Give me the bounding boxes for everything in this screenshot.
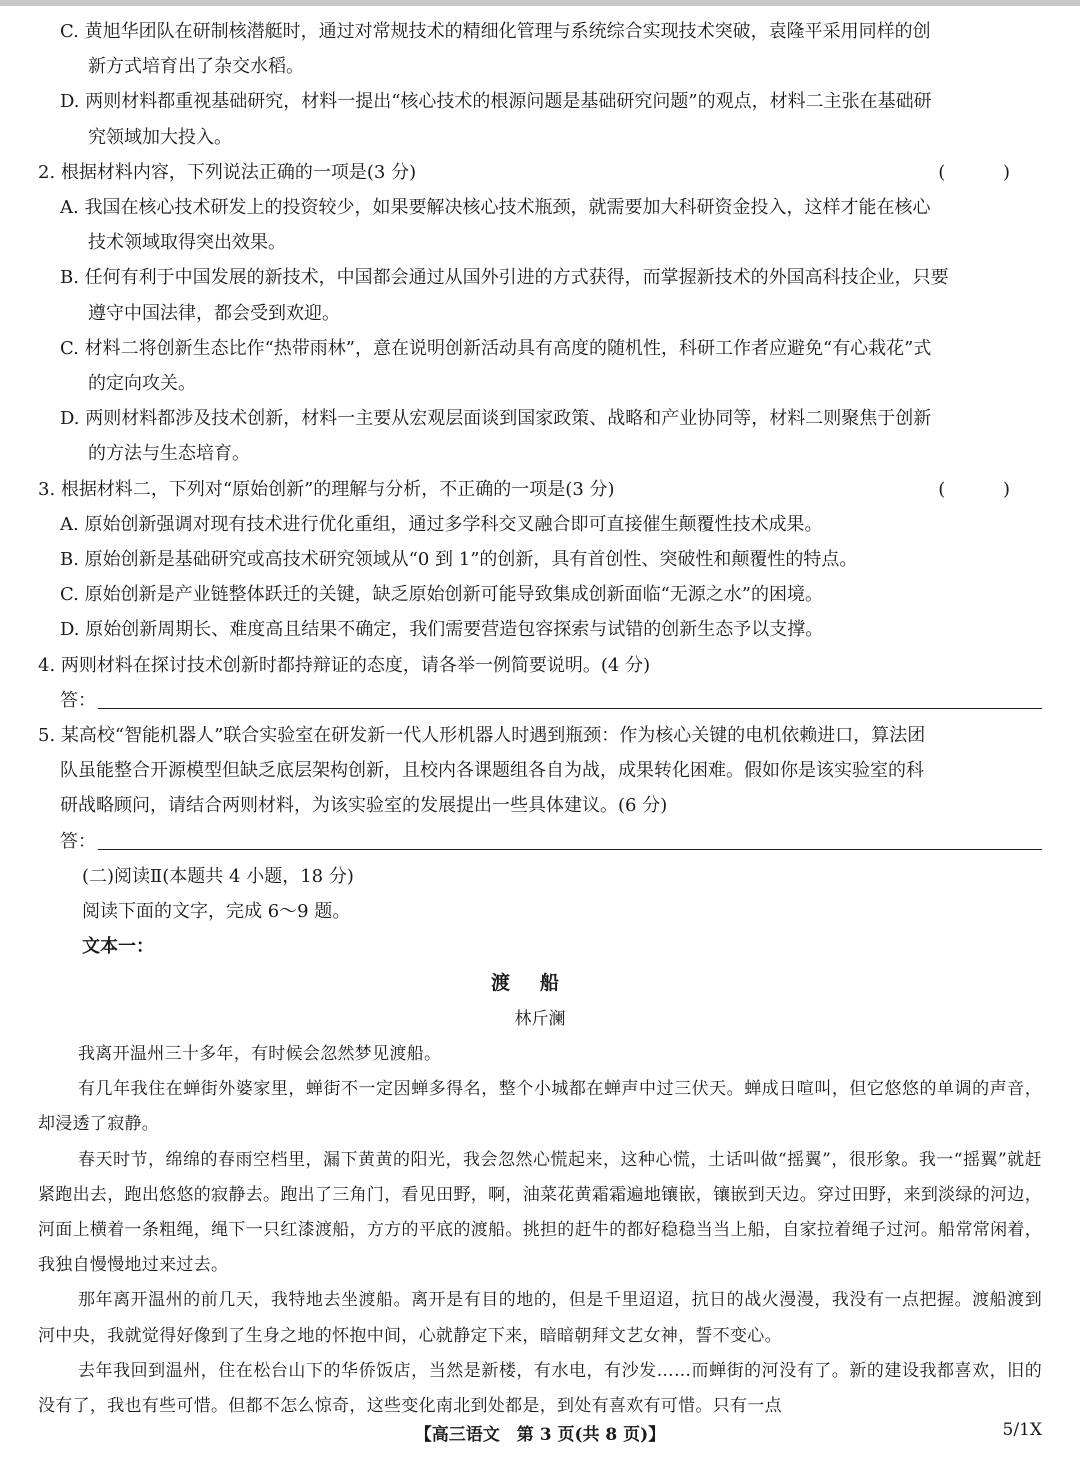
question-5-line2: 队虽能整合开源模型但缺乏底层架构创新，且校内各课题组各自为战，成果转化困难。假如你是该实验室的科 (60, 760, 924, 782)
passage-paragraph-1: 我离开温州三十多年，有时候会忽然梦见渡船。 (78, 1043, 442, 1064)
text-one-label: 文本一： (82, 936, 154, 958)
question-5-line3: 研战略顾问，请结合两则材料，为该实验室的发展提出一些具体建议。(6 分) (60, 795, 668, 817)
footer-page-info: 【高三语文 第 3 页(共 8 页)】 (414, 1425, 666, 1445)
question-3-stem (38, 472, 1042, 507)
q2-option-d-line2: 的方法与生态培育。 (88, 443, 250, 465)
question-5-answer-line (38, 824, 1042, 859)
q2-option-b-line1: B. 任何有利于中国发展的新技术，中国都会通过从国外引进的方式获得，而掌握新技术的外国高科技企业，只要 (60, 267, 949, 289)
q2-option-a-line1: A. 我国在核心技术研发上的投资较少，如果要解决核心技术瓶颈，就需要加大科研资金投入，这样才能在核心 (60, 197, 931, 219)
exam-page (38, 14, 1042, 1424)
passage-title: 渡船 (490, 972, 589, 995)
passage-paragraph-5: 去年我回到温州，住在松台山下的华侨饭店，当然是新楼，有水电，有沙发……而蝉街的河没有了。新的建设我都喜欢，旧的没有了，我也有些可惜。但都不怎么惊奇，这些变化南北到处都是，到处有喜欢有可惜。只有一点 (38, 1360, 1042, 1416)
q1-option-d-line2: 究领域加大投入。 (88, 126, 232, 148)
q3-option-d: D. 原始创新周期长、难度高且结果不确定，我们需要营造包容探索与试错的创新生态予以支撑。 (60, 619, 824, 641)
question-2-text: 2. 根据材料内容，下列说法正确的一项是(3 分) (38, 161, 417, 183)
q3-option-c: C. 原始创新是产业链整体跃迁的关键，缺乏原始创新可能导致集成创新面临“无源之水”的困境。 (60, 584, 823, 606)
q3-option-b: B. 原始创新是基础研究或高技术研究领域从“0 到 1”的创新，具有首创性、突破性和颠覆性的特点。 (60, 549, 858, 571)
question-2-answer-paren: ( ) (938, 161, 1036, 183)
section-2-heading: (二)阅读Ⅱ(本题共 4 小题，18 分) (82, 865, 354, 887)
question-2-stem (38, 155, 1042, 190)
q2-option-c-line2: 的定向攻关。 (88, 373, 196, 395)
question-3-text: 3. 根据材料二，下列对“原始创新”的理解与分析，不正确的一项是(3 分) (38, 478, 615, 500)
passage-paragraph-4: 那年离开温州的前几天，我特地去坐渡船。离开是有目的地的，但是千里迢迢，抗日的战火漫漫，我没有一点把握。渡船渡到河中央，我就觉得好像到了生身之地的怀抱中间，心就静定下来，暗暗朝拜文艺女神，誓不变心。 (38, 1290, 1042, 1346)
top-edge-bar (0, 0, 1080, 6)
footer-code: 5/1X (1002, 1420, 1042, 1440)
passage-author: 林斤澜 (514, 1008, 566, 1029)
question-4-stem: 4. 两则材料在探讨技术创新时都持辩证的态度，请各举一例简要说明。(4 分) (38, 654, 651, 676)
q1-option-c-line1: C. 黄旭华团队在研制核潜艇时，通过对常规技术的精细化管理与系统综合实现技术突破，袁隆平采用同样的创 (60, 21, 931, 42)
q2-option-c-line1: C. 材料二将创新生态比作“热带雨林”，意在说明创新活动具有高度的随机性，科研工作者应避免“有心栽花”式 (60, 337, 932, 359)
q2-option-b-line2: 遵守中国法律，都会受到欢迎。 (88, 302, 340, 324)
q1-option-d-line1: D. 两则材料都重视基础研究，材料一提出“核心技术的根源问题是基础研究问题”的观点，材料二主张在基础研 (60, 91, 932, 113)
q1-option-c-line2: 新方式培育出了杂交水稻。 (88, 56, 304, 78)
question-4-answer-line (38, 683, 1042, 718)
passage-paragraph-3: 春天时节，绵绵的春雨空档里，漏下黄黄的阳光，我会忽然心慌起来，这种心慌，土话叫做“摇翼”，很形象。我一“摇翼”就赶紧跑出去，跑出悠悠的寂静去。跑出了三角门，看见田野，啊，油菜花黄霜霜遍地镶嵌，镶嵌到天边。穿过田野，来到淡绿的河边，河面上横着一条粗绳，绳下一只红漆渡船，方方的平底的渡船。挑担的赶牛的都好稳稳当当上船，自家拉着绳子过河。船常常闲着，我独自慢慢地过来过去。 (38, 1149, 1042, 1276)
answer-label: 答： (60, 830, 96, 852)
answer-label: 答： (60, 689, 96, 711)
section-2-instruction: 阅读下面的文字，完成 6～9 题。 (82, 901, 351, 923)
answer-underline (98, 849, 1042, 850)
q2-option-d-line1: D. 两则材料都涉及技术创新，材料一主要从宏观层面谈到国家政策、战略和产业协同等，材料二则聚焦于创新 (60, 408, 932, 430)
q2-option-a-line2: 技术领域取得突出效果。 (88, 232, 286, 254)
question-5-line1: 5. 某高校“智能机器人”联合实验室在研发新一代人形机器人时遇到瓶颈：作为核心关键的电机依赖进口，算法团 (38, 725, 926, 747)
q3-option-a: A. 原始创新强调对现有技术进行优化重组，通过多学科交叉融合即可直接催生颠覆性技术成果。 (60, 513, 823, 535)
passage-paragraph-2: 有几年我住在蝉街外婆家里，蝉街不一定因蝉多得名，整个小城都在蝉声中过三伏天。蝉成日喧叫，但它悠悠的单调的声音，却浸透了寂静。 (38, 1079, 1042, 1135)
answer-underline (98, 708, 1042, 709)
question-3-answer-paren: ( ) (938, 478, 1036, 500)
